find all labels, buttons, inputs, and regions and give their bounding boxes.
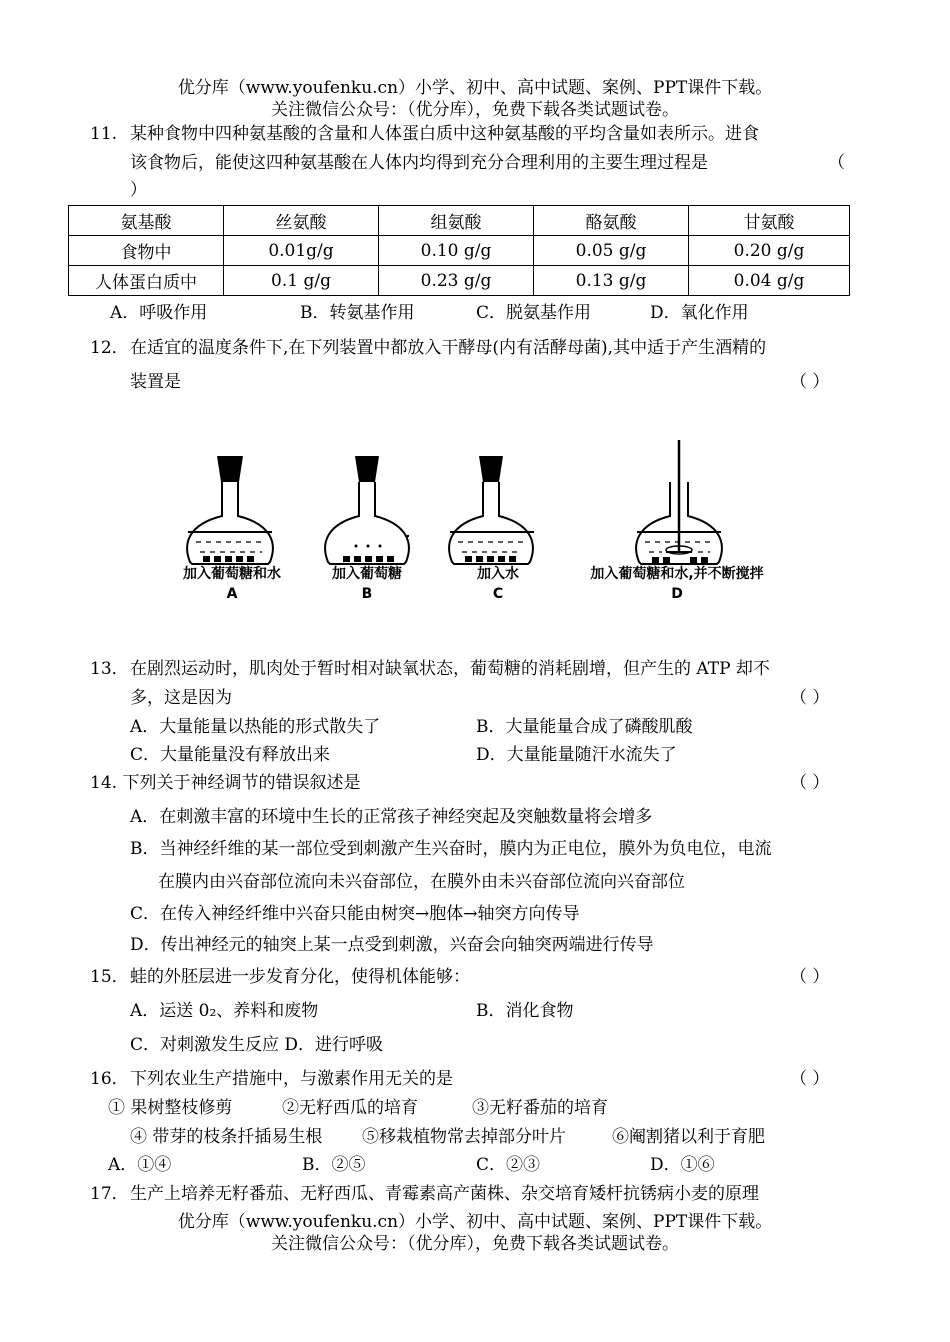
- q12-stem-line2: 装置是: [130, 372, 181, 392]
- amino-acid-table: [68, 205, 850, 296]
- table-header-row: [69, 206, 850, 236]
- q16-stem: 下列农业生产措施中，与激素作用无关的是: [130, 1069, 453, 1089]
- q16-item-6: ⑥阉割猪以利于育肥: [612, 1127, 765, 1147]
- q16-number: 16．: [90, 1069, 129, 1089]
- flask-letter-d: D: [671, 586, 683, 602]
- q13-option-b: B．大量能量合成了磷酸肌酸: [476, 717, 693, 737]
- table-cell: 0.10 g/g: [379, 236, 534, 266]
- table-cell: 0.23 g/g: [379, 266, 534, 296]
- q11-option-a: A．呼吸作用: [110, 303, 208, 323]
- table-cell: 0.04 g/g: [689, 266, 850, 296]
- table-header-cell: 酪氨酸: [534, 206, 689, 236]
- page-footer-line1: 优分库（www.youfenku.cn）小学、初中、高中试题、案例、PPT课件下载。: [177, 1212, 773, 1232]
- flask-letter-a: A: [226, 586, 238, 602]
- q13-number: 13．: [90, 659, 129, 679]
- table-cell: 0.13 g/g: [534, 266, 689, 296]
- q16-item-5: ⑤移栽植物常去掉部分叶片: [362, 1127, 566, 1147]
- q16-item-2: ②无籽西瓜的培育: [282, 1098, 418, 1118]
- q17-stem-line1: 生产上培养无籽番茄、无籽西瓜、青霉素高产菌株、杂交培育矮杆抗锈病小麦的原理: [130, 1184, 759, 1204]
- q16-bracket: （ ）: [790, 1069, 830, 1089]
- q14-option-c: C．在传入神经纤维中兴奋只能由树突→胞体→轴突方向传导: [130, 904, 580, 924]
- flask-letter-b: B: [361, 586, 373, 602]
- page-footer-line2: 关注微信公众号：（优分库），免费下载各类试题试卷。: [271, 1234, 679, 1254]
- q16-item-4: ④ 带芽的枝条扦插易生根: [130, 1127, 323, 1147]
- q15-option-cd: C．对刺激发生反应 D．进行呼吸: [130, 1035, 384, 1055]
- q11-option-b: B．转氨基作用: [300, 303, 415, 323]
- q15-stem: 蛙的外胚层进一步发育分化，使得机体能够：: [130, 967, 470, 987]
- q13-option-d: D．大量能量随汗水流失了: [476, 745, 677, 765]
- q11-stem-line1: 某种食物中四种氨基酸的含量和人体蛋白质中这种氨基酸的平均含量如表所示。进食: [130, 124, 759, 144]
- flask-letter-c: C: [492, 586, 504, 602]
- q11-bracket-close: ）: [130, 180, 147, 200]
- table-cell: 食物中: [69, 236, 224, 266]
- table-cell: 0.1 g/g: [224, 266, 379, 296]
- q16-option-a: A．①④: [108, 1155, 172, 1175]
- table-header-cell: 丝氨酸: [224, 206, 379, 236]
- q13-stem-line1: 在剧烈运动时，肌肉处于暂时相对缺氧状态，葡萄糖的消耗剧增，但产生的 ATP 却不: [130, 659, 770, 679]
- q15-option-b: B．消化食物: [476, 1001, 574, 1021]
- q13-stem-line2: 多，这是因为: [130, 688, 232, 708]
- yeast-flask-figure: [0, 420, 950, 610]
- q16-option-c: C．②③: [476, 1155, 541, 1175]
- flask-label-b: 加入葡萄糖: [332, 566, 402, 582]
- flask-c: [449, 456, 534, 564]
- flask-label-d: 加入葡萄糖和水,并不断搅拌: [590, 566, 764, 582]
- flask-a: [187, 456, 273, 564]
- q14-option-b-cont: 在膜内由兴奋部位流向未兴奋部位，在膜外由未兴奋部位流向兴奋部位: [158, 872, 685, 892]
- q12-stem-line1: 在适宜的温度条件下,在下列装置中都放入干酵母(内有活酵母菌),其中适于产生酒精的: [130, 338, 767, 358]
- table-cell: 0.20 g/g: [689, 236, 850, 266]
- q15-number: 15．: [90, 967, 129, 987]
- q11-option-d: D．氧化作用: [650, 303, 749, 323]
- flask-label-a: 加入葡萄糖和水: [183, 566, 281, 582]
- q11-option-c: C．脱氨基作用: [476, 303, 592, 323]
- q12-bracket: （ ）: [790, 372, 830, 392]
- q16-item-3: ③无籽番茄的培育: [472, 1098, 608, 1118]
- q15-bracket: （ ）: [790, 967, 830, 987]
- table-cell: 0.05 g/g: [534, 236, 689, 266]
- q17-number: 17．: [90, 1184, 129, 1204]
- q11-bracket-open: （: [828, 153, 845, 173]
- q11-stem-line2: 该食物后，能使这四种氨基酸在人体内均得到充分合理利用的主要生理过程是: [130, 153, 708, 173]
- q14-option-b: B．当神经纤维的某一部位受到刺激产生兴奋时，膜内为正电位，膜外为负电位，电流: [130, 839, 772, 859]
- q15-option-a: A．运送 0₂、养料和废物: [130, 1001, 319, 1021]
- q13-option-c: C．大量能量没有释放出来: [130, 745, 331, 765]
- stopper-c: [479, 456, 503, 482]
- q12-number: 12．: [90, 338, 129, 358]
- stopper-a: [217, 456, 243, 482]
- q11-number: 11.: [90, 124, 118, 144]
- q13-bracket: （ ）: [790, 688, 830, 708]
- flask-d: [636, 440, 722, 564]
- flask-b: [325, 456, 409, 564]
- table-cell: 0.01g/g: [224, 236, 379, 266]
- q13-option-a: A．大量能量以热能的形式散失了: [130, 717, 381, 737]
- table-cell: 人体蛋白质中: [69, 266, 224, 296]
- q14-stem: 14. 下列关于神经调节的错误叙述是: [90, 773, 361, 793]
- stopper-b: [355, 456, 379, 482]
- flask-label-c: 加入水: [477, 566, 519, 582]
- table-row: [69, 236, 850, 266]
- q16-option-b: B．②⑤: [302, 1155, 366, 1175]
- q16-option-d: D．①⑥: [650, 1155, 715, 1175]
- table-header-cell: 组氨酸: [379, 206, 534, 236]
- table-row: [69, 266, 850, 296]
- q16-item-1: ① 果树整枝修剪: [108, 1098, 233, 1118]
- table-header-cell: 甘氨酸: [689, 206, 850, 236]
- q14-option-a: A．在刺激丰富的环境中生长的正常孩子神经突起及突触数量将会增多: [130, 807, 653, 827]
- table-header-cell: 氨基酸: [69, 206, 224, 236]
- q14-option-d: D．传出神经元的轴突上某一点受到刺激，兴奋会向轴突两端进行传导: [130, 935, 654, 955]
- page-header-line1: 优分库（www.youfenku.cn）小学、初中、高中试题、案例、PPT课件下载。: [177, 78, 773, 98]
- q14-bracket: （ ）: [790, 773, 830, 793]
- page-header-line2: 关注微信公众号：（优分库），免费下载各类试题试卷。: [271, 100, 679, 120]
